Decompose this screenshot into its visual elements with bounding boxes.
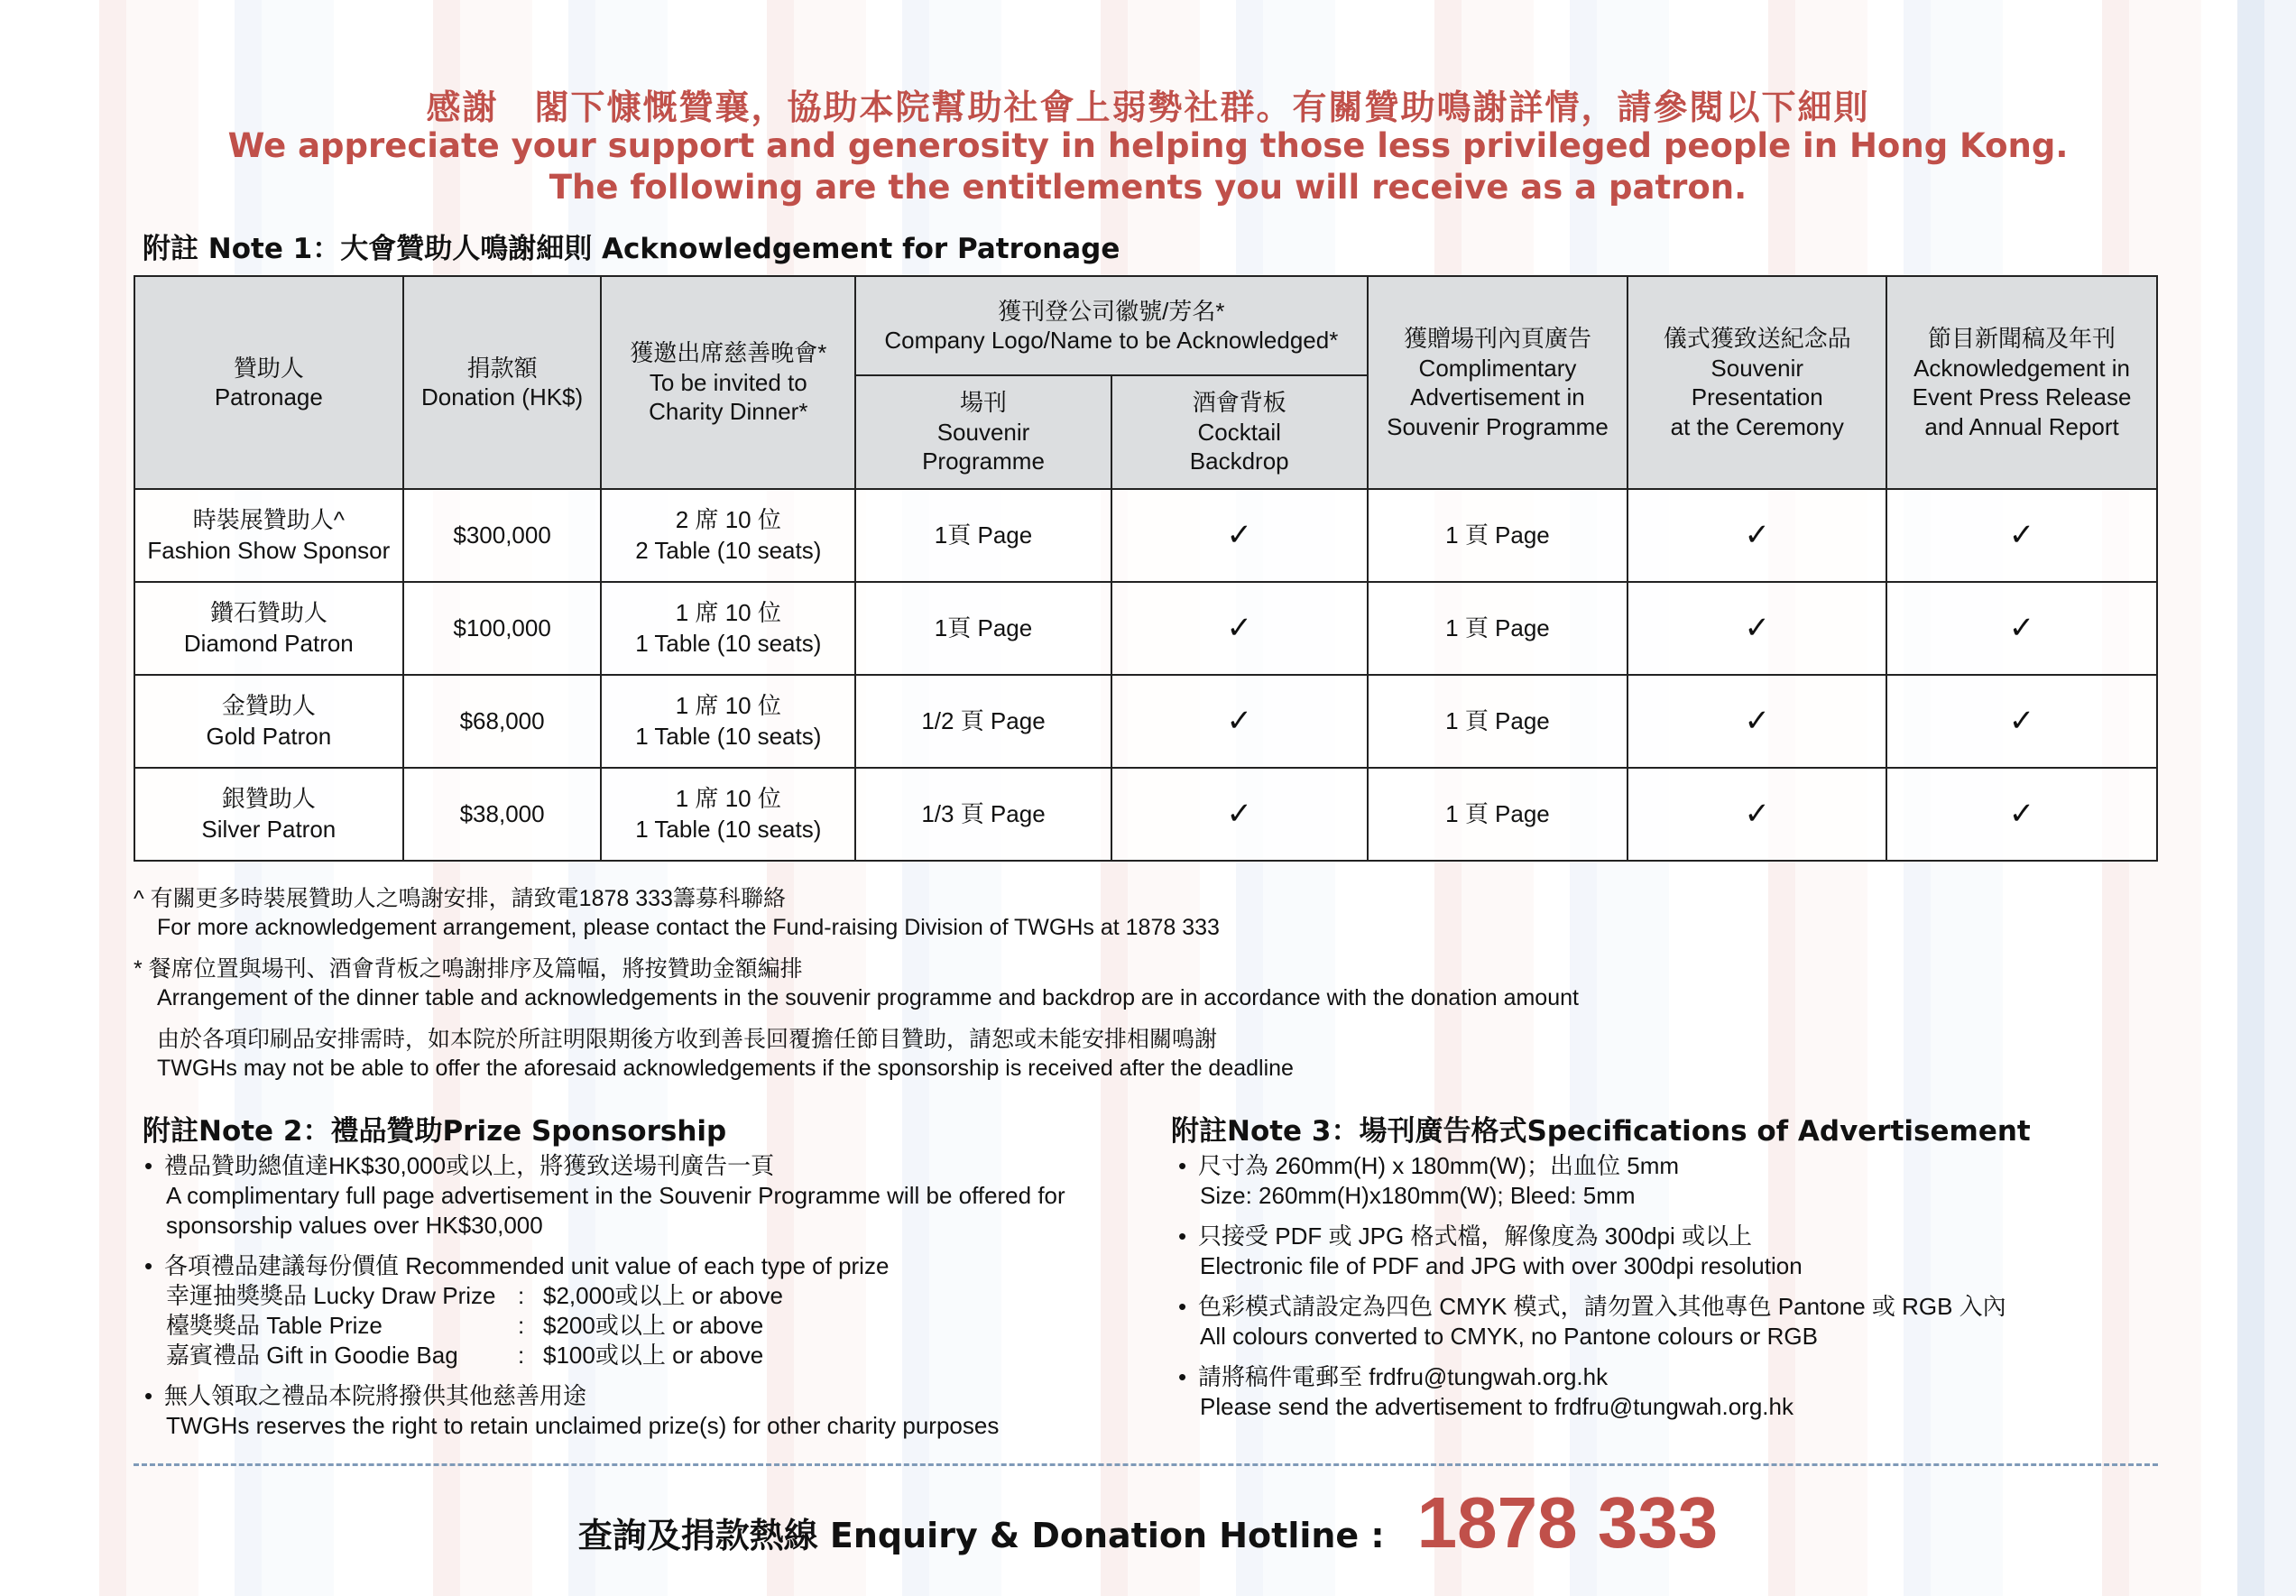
patron-name: 銀贊助人 Silver Patron [134, 768, 403, 861]
check-icon: ✓ [1886, 768, 2157, 861]
advert-page: 1 頁 Page [1368, 582, 1628, 675]
list-item: • 各項禮品建議每份價值 Recommended unit value of each type of prize 幸運抽獎獎品 Lucky Draw Prize : $2,000或以上 or above 檯獎獎品 Table Prize : $200或以上 or above 嘉賓禮品 Gift in Goodie Bag : $100或以上 or above [144, 1251, 1137, 1370]
check-icon: ✓ [1627, 768, 1886, 861]
header-press: 節目新聞稿及年刊 Acknowledgement in Event Press Release and Annual Report [1886, 276, 2157, 489]
check-icon: ✓ [1627, 675, 1886, 768]
header-advert: 獲贈場刊內頁廣告 Complimentary Advertisement in Souvenir Programme [1368, 276, 1628, 489]
list-item: • 只接受 PDF 或 JPG 格式檔，解像度為 300dpi 或以上 Electronic file of PDF and JPG with over 300dpi resolution [1178, 1222, 1803, 1279]
note2-title: 附註Note 2：禮品贊助Prize Sponsorship [143, 1115, 727, 1148]
note2-list [144, 1151, 1137, 1452]
check-icon: ✓ [1111, 768, 1368, 861]
dinner-seats: 2 席 10 位 2 Table (10 seats) [601, 489, 855, 582]
dinner-seats: 1 席 10 位 1 Table (10 seats) [601, 675, 855, 768]
souvenir-page: 1頁 Page [855, 582, 1111, 675]
prize-row: 檯獎獎品 Table Prize : $200或以上 or above [166, 1312, 764, 1339]
table-row [134, 675, 2157, 768]
advert-page: 1 頁 Page [1368, 675, 1628, 768]
hotline [0, 1481, 2296, 1564]
list-item: • 請將稿件電郵至 frdfru@tungwah.org.hk Please send the advertisement to frdfru@tungwah.org.hk [1178, 1363, 1793, 1420]
header-english-line2: The following are the entitlements you will receive as a patron. [549, 168, 1747, 207]
souvenir-page: 1/3 頁 Page [855, 768, 1111, 861]
footnote-deadline: 由於各項印刷品安排需時，如本院於所註明限期後方收到善長回覆擔任節目贊助，請恕或未能安排相關鳴謝 TWGHs may not be able to offer the aforesaid acknowledgements if the sponsorship is received after the deadline [157, 1027, 1294, 1081]
patronage-table [134, 275, 2158, 862]
note3-list [1178, 1151, 2171, 1433]
header-souvenir: 場刊 Souvenir Programme [855, 375, 1111, 489]
patron-name: 金贊助人 Gold Patron [134, 675, 403, 768]
list-item: • 色彩模式請設定為四色 CMYK 模式，請勿置入其他專色 Pantone 或 RGB 入內 All colours converted to CMYK, no Pantone colours or RGB [1178, 1293, 2006, 1350]
check-icon: ✓ [1111, 582, 1368, 675]
list-item: • 禮品贊助總值達HK$30,000或以上，將獲致送場刊廣告一頁 A complimentary full page advertisement in the Souvenir Programme will be offered for sponsorship values over HK$30,000 [144, 1152, 1065, 1239]
prize-row: 幸運抽獎獎品 Lucky Draw Prize : $2,000或以上 or above [166, 1282, 783, 1309]
check-icon: ✓ [1886, 582, 2157, 675]
header-backdrop: 酒會背板 Cocktail Backdrop [1111, 375, 1368, 489]
prize-row: 嘉賓禮品 Gift in Goodie Bag : $100或以上 or above [166, 1342, 764, 1369]
donation-amount: $38,000 [403, 768, 602, 861]
footnote-star: * 餐席位置與場刊、酒會背板之鳴謝排序及篇幅，將按贊助金額編排 Arrangement of the dinner table and acknowledgements in the souvenir programme and backdrop are in accordance with the donation amount [134, 956, 1579, 1010]
header-dinner: 獲邀出席慈善晚會* To be invited to Charity Dinner* [601, 276, 855, 489]
table-row [134, 489, 2157, 582]
hotline-number: 1878 333 [1416, 1482, 1719, 1563]
note3-title: 附註Note 3：場刊廣告格式Specifications of Advertisement [1171, 1115, 2031, 1148]
check-icon: ✓ [1627, 582, 1886, 675]
table-row [134, 768, 2157, 861]
patron-name: 鑽石贊助人 Diamond Patron [134, 582, 403, 675]
hotline-label: 查詢及捐款熱線 Enquiry & Donation Hotline : [577, 1516, 1385, 1555]
check-icon: ✓ [1111, 675, 1368, 768]
donation-amount: $300,000 [403, 489, 602, 582]
souvenir-page: 1頁 Page [855, 489, 1111, 582]
donation-amount: $68,000 [403, 675, 602, 768]
header-english-line1: We appreciate your support and generosity in helping those less privileged people in Hong Kong. [227, 126, 2069, 165]
list-item: • 無人領取之禮品本院將撥供其他慈善用途 TWGHs reserves the right to retain unclaimed prize(s) for other charity purposes [144, 1382, 1000, 1439]
dinner-seats: 1 席 10 位 1 Table (10 seats) [601, 768, 855, 861]
donation-amount: $100,000 [403, 582, 602, 675]
note1-title: 附註 Note 1：大會贊助人鳴謝細則 Acknowledgement for Patronage [143, 233, 1120, 265]
dinner-seats: 1 席 10 位 1 Table (10 seats) [601, 582, 855, 675]
header-logo-group: 獲刊登公司徽號/芳名* Company Logo/Name to be Acknowledged* [855, 276, 1367, 375]
souvenir-page: 1/2 頁 Page [855, 675, 1111, 768]
footnote-caret: ^ 有關更多時裝展贊助人之鳴謝安排，請致電1878 333籌募科聯絡 For more acknowledgement arrangement, please contact the Fund-raising Division of TWGHs at 1878 333 [134, 886, 1220, 940]
header-patronage: 贊助人 Patronage [134, 276, 403, 489]
table-row [134, 582, 2157, 675]
check-icon: ✓ [1627, 489, 1886, 582]
check-icon: ✓ [1886, 675, 2157, 768]
advert-page: 1 頁 Page [1368, 489, 1628, 582]
patron-name: 時裝展贊助人^ Fashion Show Sponsor [134, 489, 403, 582]
check-icon: ✓ [1111, 489, 1368, 582]
dashed-divider [134, 1463, 2158, 1466]
header-presentation: 儀式獲致送紀念品 Souvenir Presentation at the Ceremony [1627, 276, 1886, 489]
check-icon: ✓ [1886, 489, 2157, 582]
advert-page: 1 頁 Page [1368, 768, 1628, 861]
header-chinese: 感謝 閣下慷慨贊襄，協助本院幫助社會上弱勢社群。有關贊助鳴謝詳情，請參閱以下細則 [426, 88, 1870, 127]
list-item: • 尺寸為 260mm(H) x 180mm(W)；出血位 5mm Size: 260mm(H)x180mm(W); Bleed: 5mm [1178, 1152, 1680, 1209]
header-donation: 捐款額 Donation (HK$) [403, 276, 602, 489]
